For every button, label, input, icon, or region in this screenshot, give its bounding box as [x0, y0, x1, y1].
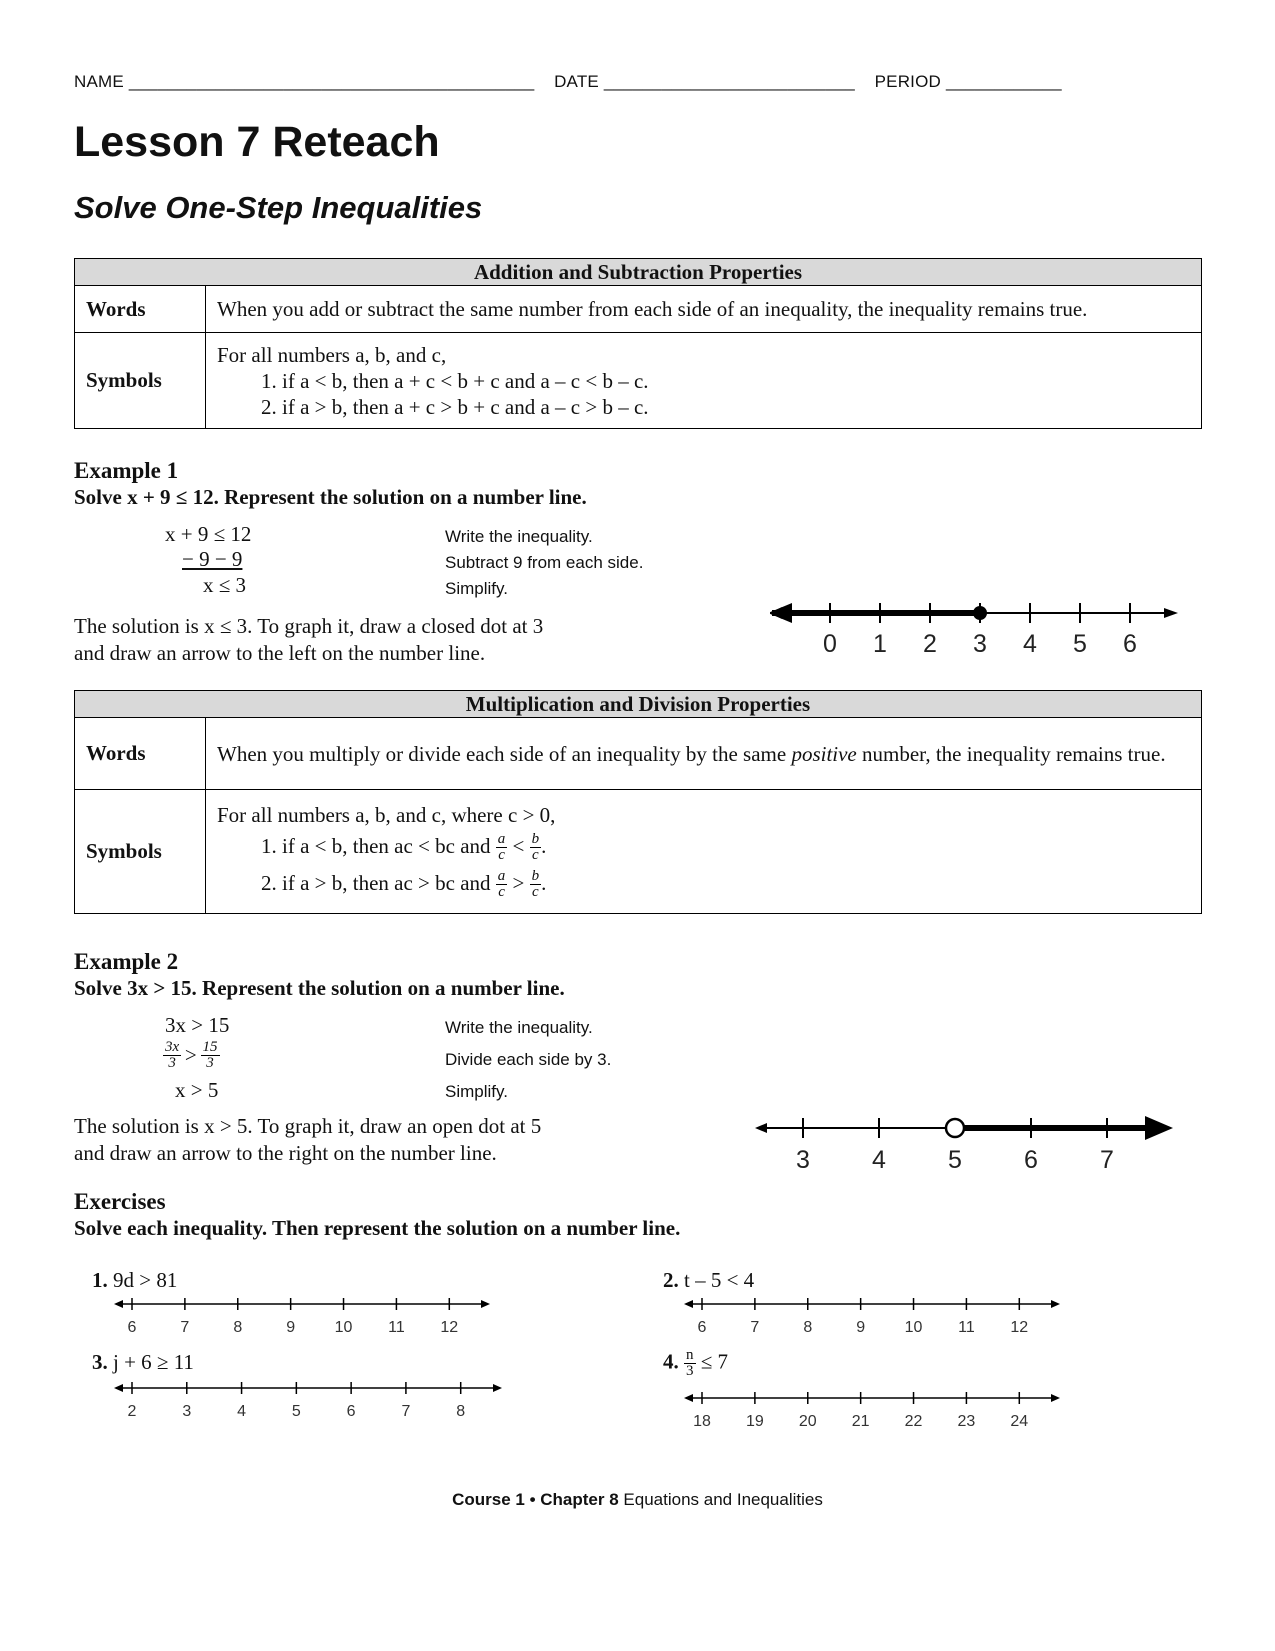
right-arrowhead [481, 1300, 490, 1308]
tick-label: 7 [750, 1319, 760, 1336]
tick-label: 2 [923, 630, 937, 658]
exercise-2: 2. t – 5 < 4 [663, 1268, 755, 1292]
explanation-line-1: The solution is x > 5. To graph it, draw an open dot at 5 [74, 1114, 542, 1138]
solution-arrowhead [770, 603, 792, 623]
solution-arrowhead [1145, 1116, 1173, 1140]
tick-label: 24 [1010, 1413, 1029, 1430]
page-subtitle: Solve One-Step Inequalities [74, 190, 483, 225]
closed-dot [973, 606, 987, 620]
tick-label: 4 [872, 1146, 886, 1174]
example-2-note-2: Divide each side by 3. [445, 1050, 612, 1069]
period-label: PERIOD [874, 72, 942, 91]
words-text: When you multiply or divide each side of an inequality by the same positive number, the inequality remains true. [206, 718, 1202, 790]
exercises-title: Exercises [74, 1189, 166, 1214]
tick-label: 6 [1024, 1146, 1038, 1174]
example-2-number-line [755, 1108, 1175, 1178]
example-2-step-1: 3x > 15 [165, 1013, 230, 1037]
tick-label: 8 [233, 1319, 243, 1336]
name-label: NAME [74, 72, 124, 91]
left-arrowhead [114, 1300, 123, 1308]
tick-label: 4 [1023, 630, 1037, 658]
tick-label: 19 [745, 1413, 764, 1430]
words-text: When you add or subtract the same number from each side of an inequality, the inequality remains true. [206, 286, 1202, 333]
tick-label: 7 [180, 1319, 190, 1336]
symbols-intro: For all numbers a, b, and c, where c > 0, [217, 802, 556, 827]
example-2-note-3: Simplify. [445, 1082, 508, 1101]
tick-label: 6 [346, 1403, 356, 1420]
example-1-step-1: x + 9 ≤ 12 [165, 522, 252, 546]
left-arrowhead [114, 1384, 123, 1392]
example-2-title: Example 2 [74, 949, 179, 974]
fraction-a-over-c: $\frac{a}{c}$ [497, 831, 506, 864]
tick-label: 11 [388, 1319, 405, 1336]
multiplication-division-table [74, 690, 1202, 914]
example-2-explanation [74, 1113, 634, 1167]
example-1-step-3: x ≤ 3 [203, 573, 247, 597]
tick-label: 5 [948, 1146, 962, 1174]
symbols-label: Symbols [75, 790, 206, 914]
page-footer [0, 1490, 1275, 1510]
left-arrowhead [755, 1123, 767, 1133]
exercise-1-number-line[interactable] [114, 1296, 490, 1338]
symbols-line-2: 2. if a > b, then ac > bc and $\frac{a}{c}$ > $\frac{b}{c}$ . [261, 868, 547, 901]
fraction-b-over-c: $\frac{b}{c}$ [531, 831, 540, 864]
exercise-3: 3. j + 6 ≥ 11 [92, 1350, 194, 1374]
tick-label: 1 [873, 630, 887, 658]
symbols-line-1: 1. if a < b, then ac < bc and $\frac{a}{c}$ < $\frac{b}{c}$ . [261, 831, 547, 864]
header-fields [74, 72, 1062, 92]
tick-label: 10 [334, 1319, 353, 1336]
tick-label: 10 [904, 1319, 923, 1336]
explanation-line-1: The solution is x ≤ 3. To graph it, draw a closed dot at 3 [74, 614, 544, 638]
right-arrowhead [1164, 608, 1178, 618]
exercise-4-number-line[interactable] [684, 1390, 1060, 1432]
tick-label: 3 [973, 630, 987, 658]
example-1-note-1: Write the inequality. [445, 527, 593, 546]
example-1-number-line [770, 592, 1180, 660]
fraction-a-over-c: $\frac{a}{c}$ [497, 868, 506, 901]
symbols-label: Symbols [75, 333, 206, 429]
tick-label: 12 [1010, 1319, 1029, 1336]
tick-label: 21 [851, 1413, 870, 1430]
explanation-line-2: and draw an arrow to the right on the number line. [74, 1141, 497, 1165]
example-2-note-1: Write the inequality. [445, 1018, 593, 1037]
symbols-line-1: 1. if a < b, then a + c < b + c and a – c < b – c. [261, 368, 649, 393]
example-1-prompt: Solve x + 9 ≤ 12. Represent the solution on a number line. [74, 485, 587, 509]
exercise-2-number-line[interactable] [684, 1296, 1060, 1338]
example-1-note-2: Subtract 9 from each side. [445, 553, 644, 572]
tick-label: 3 [796, 1146, 810, 1174]
tick-label: 6 [1123, 630, 1137, 658]
tick-label: 0 [823, 630, 837, 658]
tick-label: 6 [127, 1319, 137, 1336]
left-arrowhead [684, 1394, 693, 1402]
footer-course: Course 1 • Chapter 8 [452, 1490, 619, 1509]
open-dot [946, 1119, 964, 1137]
exercises-prompt: Solve each inequality. Then represent the solution on a number line. [74, 1216, 681, 1240]
explanation-line-2: and draw an arrow to the left on the number line. [74, 641, 486, 665]
tick-label: 23 [957, 1413, 976, 1430]
right-arrowhead [493, 1384, 502, 1392]
exercise-3-number-line[interactable] [114, 1380, 502, 1422]
example-1-note-3: Simplify. [445, 579, 508, 598]
example-2-step-2: $\frac{3x}{3}$ > $\frac{15}{3}$ [165, 1039, 218, 1071]
symbols-line-2: 2. if a > b, then a + c > b + c and a – c > b – c. [261, 394, 649, 419]
tick-label: 22 [904, 1413, 923, 1430]
example-1-step-2: − 9 − 9 [182, 547, 243, 571]
words-label: Words [75, 286, 206, 333]
page-title: Lesson 7 Reteach [74, 118, 440, 166]
tick-label: 8 [456, 1403, 466, 1420]
words-label: Words [75, 718, 206, 790]
tick-label: 2 [127, 1403, 137, 1420]
table-heading: Multiplication and Division Properties [75, 691, 1202, 718]
tick-label: 3 [182, 1403, 192, 1420]
tick-label: 18 [693, 1413, 711, 1430]
table-heading: Addition and Subtraction Properties [75, 259, 1202, 286]
right-arrowhead [1051, 1300, 1060, 1308]
example-1-title: Example 1 [74, 458, 179, 483]
tick-label: 9 [856, 1319, 866, 1336]
tick-label: 5 [1073, 630, 1087, 658]
tick-label: 6 [697, 1319, 707, 1336]
tick-label: 12 [440, 1319, 459, 1336]
date-label: DATE [554, 72, 599, 91]
left-arrowhead [684, 1300, 693, 1308]
example-2-prompt: Solve 3x > 15. Represent the solution on a number line. [74, 976, 565, 1000]
right-arrowhead [1051, 1394, 1060, 1402]
symbols-intro: For all numbers a, b, and c, [217, 342, 447, 367]
footer-topic: Equations and Inequalities [623, 1490, 823, 1509]
tick-label: 9 [286, 1319, 296, 1336]
addition-subtraction-table [74, 258, 1202, 429]
tick-label: 5 [291, 1403, 301, 1420]
name-blank[interactable]: __________________________________________ [128, 72, 535, 91]
exercise-4: 4. $\frac{n}{3}$ ≤ 7 [663, 1347, 729, 1379]
date-blank[interactable]: __________________________ [603, 72, 855, 91]
period-blank[interactable]: ____________ [945, 72, 1062, 91]
tick-label: 7 [1100, 1146, 1114, 1174]
tick-label: 11 [958, 1319, 975, 1336]
tick-label: 7 [401, 1403, 411, 1420]
exercise-1: 1. 9d > 81 [92, 1268, 178, 1292]
example-2-step-3: x > 5 [175, 1078, 219, 1102]
tick-label: 4 [237, 1403, 247, 1420]
tick-label: 20 [798, 1413, 817, 1430]
tick-label: 8 [803, 1319, 813, 1336]
example-1-explanation [74, 613, 634, 667]
fraction-b-over-c: $\frac{b}{c}$ [531, 868, 540, 901]
